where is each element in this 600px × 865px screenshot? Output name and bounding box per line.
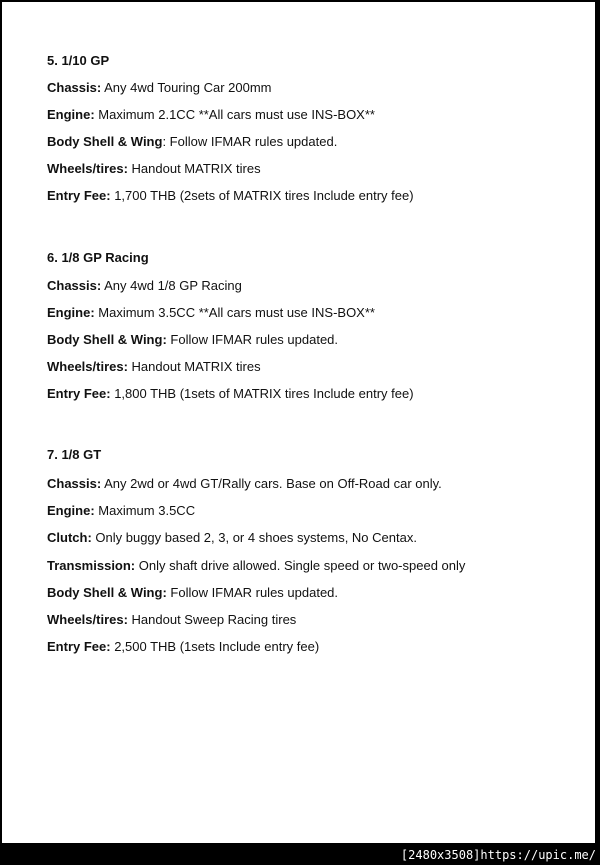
rule-value: Follow IFMAR rules updated. bbox=[166, 585, 339, 600]
rule-label: Engine: bbox=[47, 107, 95, 122]
section-title: 7. 1/8 GT bbox=[47, 447, 102, 462]
rule-value: Handout Sweep Racing tires bbox=[127, 612, 297, 627]
rule-chassis bbox=[47, 80, 272, 96]
rule-wheels-tires bbox=[47, 612, 296, 628]
rule-value: Any 4wd 1/8 GP Racing bbox=[101, 278, 242, 293]
rule-label: Body Shell & Wing: bbox=[47, 332, 167, 347]
rule-engine bbox=[47, 305, 375, 321]
rule-label: Wheels/tires: bbox=[47, 612, 128, 627]
rule-engine bbox=[47, 503, 195, 519]
rule-chassis bbox=[47, 476, 442, 492]
rule-label: Transmission: bbox=[47, 558, 136, 573]
rule-entry-fee bbox=[47, 188, 414, 204]
rule-engine bbox=[47, 107, 375, 123]
rule-value: Any 2wd or 4wd GT/Rally cars. Base on Off-Road car only. bbox=[101, 476, 442, 491]
rule-label: Chassis: bbox=[47, 80, 102, 95]
rule-value: Only shaft drive allowed. Single speed or two-speed only bbox=[135, 558, 466, 573]
rule-label: Entry Fee: bbox=[47, 386, 111, 401]
rule-value: Maximum 2.1CC **All cars must use INS-BOX** bbox=[94, 107, 375, 122]
rule-label: Engine: bbox=[47, 305, 95, 320]
rule-label: Wheels/tires: bbox=[47, 161, 128, 176]
rule-value: Any 4wd Touring Car 200mm bbox=[101, 80, 272, 95]
rule-body-shell-wing bbox=[47, 134, 337, 150]
rule-entry-fee bbox=[47, 639, 319, 655]
rule-value: 1,700 THB (2sets of MATRIX tires Include entry fee) bbox=[110, 188, 414, 203]
image-host-watermark: [2480x3508]https://upic.me/ bbox=[400, 848, 596, 862]
rule-value: 1,800 THB (1sets of MATRIX tires Include entry fee) bbox=[110, 386, 414, 401]
rule-label: Body Shell & Wing: bbox=[47, 585, 167, 600]
section-title: 6. 1/8 GP Racing bbox=[47, 250, 149, 265]
rule-entry-fee bbox=[47, 386, 414, 402]
rule-value: Only buggy based 2, 3, or 4 shoes systems, No Centax. bbox=[91, 530, 417, 545]
rule-label: Entry Fee: bbox=[47, 639, 111, 654]
rule-label: Clutch: bbox=[47, 530, 92, 545]
rule-value: Maximum 3.5CC bbox=[94, 503, 196, 518]
rule-label: Chassis: bbox=[47, 476, 102, 491]
rule-label: Wheels/tires: bbox=[47, 359, 128, 374]
rule-label: Entry Fee: bbox=[47, 188, 111, 203]
rule-value: : Follow IFMAR rules updated. bbox=[162, 134, 338, 149]
document-page bbox=[1, 1, 596, 844]
rule-value: Handout MATRIX tires bbox=[127, 359, 261, 374]
rule-label: Chassis: bbox=[47, 278, 102, 293]
rule-chassis bbox=[47, 278, 242, 294]
rule-label: Body Shell & Wing bbox=[47, 134, 163, 149]
rule-body-shell-wing bbox=[47, 332, 338, 348]
rule-clutch bbox=[47, 530, 417, 546]
rule-wheels-tires bbox=[47, 161, 261, 177]
section-title: 5. 1/10 GP bbox=[47, 53, 110, 68]
rule-label: Engine: bbox=[47, 503, 95, 518]
rule-value: 2,500 THB (1sets Include entry fee) bbox=[110, 639, 320, 654]
rule-wheels-tires bbox=[47, 359, 261, 375]
rule-value: Maximum 3.5CC **All cars must use INS-BOX** bbox=[94, 305, 375, 320]
rule-transmission bbox=[47, 558, 465, 574]
rule-body-shell-wing bbox=[47, 585, 338, 601]
rule-value: Follow IFMAR rules updated. bbox=[166, 332, 339, 347]
rule-value: Handout MATRIX tires bbox=[127, 161, 261, 176]
